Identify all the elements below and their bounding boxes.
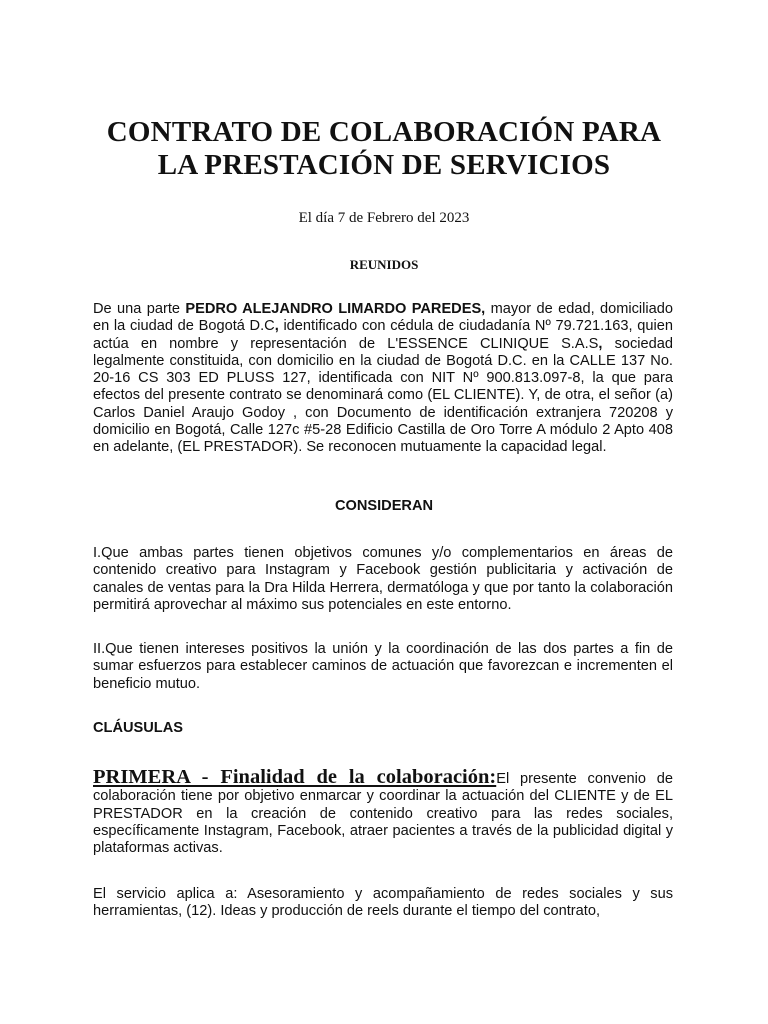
primera-text: El presente convenio de colaboración tiene por objetivo enmarcar y coordinar la actuación del CLIENTE y de EL PRESTADOR en la creación de contenido creativo para las redes sociales, específicamente Instagram, Facebook, atraer pacientes a través de la publicidad digital y plataformas activas. xyxy=(93,771,673,857)
party-text-3: sociedad legalmente constituida, con domicilio en la ciudad de Bogotá D.C. en la CALLE 137 No. 20-16 CS 303 ED PLUSS 127, identificada con NIT Nº 900.813.097-8, la que para efectos del presente contrato se denominará como (EL CLIENTE). Y, de otra, el señor (a) Carlos Daniel Araujo Godoy , con Documento de identificación extranjera 720208 y domicilio en Bogotá, Calle 127c #5-28 Edificio Castilla de Oro Torre A módulo 2 Apto 408 en adelante, (EL PRESTADOR). Se reconocen mutuamente la capacidad legal. xyxy=(93,335,673,456)
reunidos-heading: REUNIDOS xyxy=(349,257,419,272)
consideran-item-2: II.Que tienen intereses positivos la unión y la coordinación de las dos partes a fin de sumar esfuerzos para establecer caminos de actuación que favorezcan e incrementen el beneficio mutuo. xyxy=(93,641,673,692)
clausulas-heading: CLÁUSULAS xyxy=(93,720,183,736)
party-comma-2: , xyxy=(598,335,603,352)
document-title xyxy=(60,116,708,182)
clause-primera xyxy=(93,766,673,857)
primera-title: PRIMERA - Finalidad de la colaboración: xyxy=(93,766,497,788)
party-comma: , xyxy=(274,318,279,335)
contract-date: El día 7 de Febrero del 2023 xyxy=(298,210,470,226)
party-text-2: identificado con cédula de ciudadanía Nº 79.721.163, quien actúa en nombre y representación de L'ESSENCE CLINIQUE S.A.S xyxy=(93,318,673,352)
title-line-2: LA PRESTACIÓN DE SERVICIOS xyxy=(157,149,611,181)
servicio-paragraph: El servicio aplica a: Asesoramiento y acompañamiento de redes sociales y sus herramientas, (12). Ideas y producción de reels durante el tiempo del contrato, xyxy=(93,886,673,920)
party-intro: De una parte xyxy=(93,301,186,317)
party-text-1: mayor de edad, domiciliado en la ciudad de Bogotá D.C xyxy=(93,301,673,335)
parties-paragraph xyxy=(93,301,673,457)
consideran-item-1: I.Que ambas partes tienen objetivos comunes y/o complementarios en áreas de contenido creativo para Instagram y Facebook gestión publicitaria y activación de canales de ventas para la Dra Hilda Herrera, dermatóloga y que por tanto la colaboración permitirá aprovechar al máximo sus potenciales en este entorno. xyxy=(93,545,673,613)
title-line-1: CONTRATO DE COLABORACIÓN PARA xyxy=(106,116,662,148)
party-name: PEDRO ALEJANDRO LIMARDO PAREDES, xyxy=(185,301,486,317)
consideran-heading: CONSIDERAN xyxy=(334,498,434,514)
